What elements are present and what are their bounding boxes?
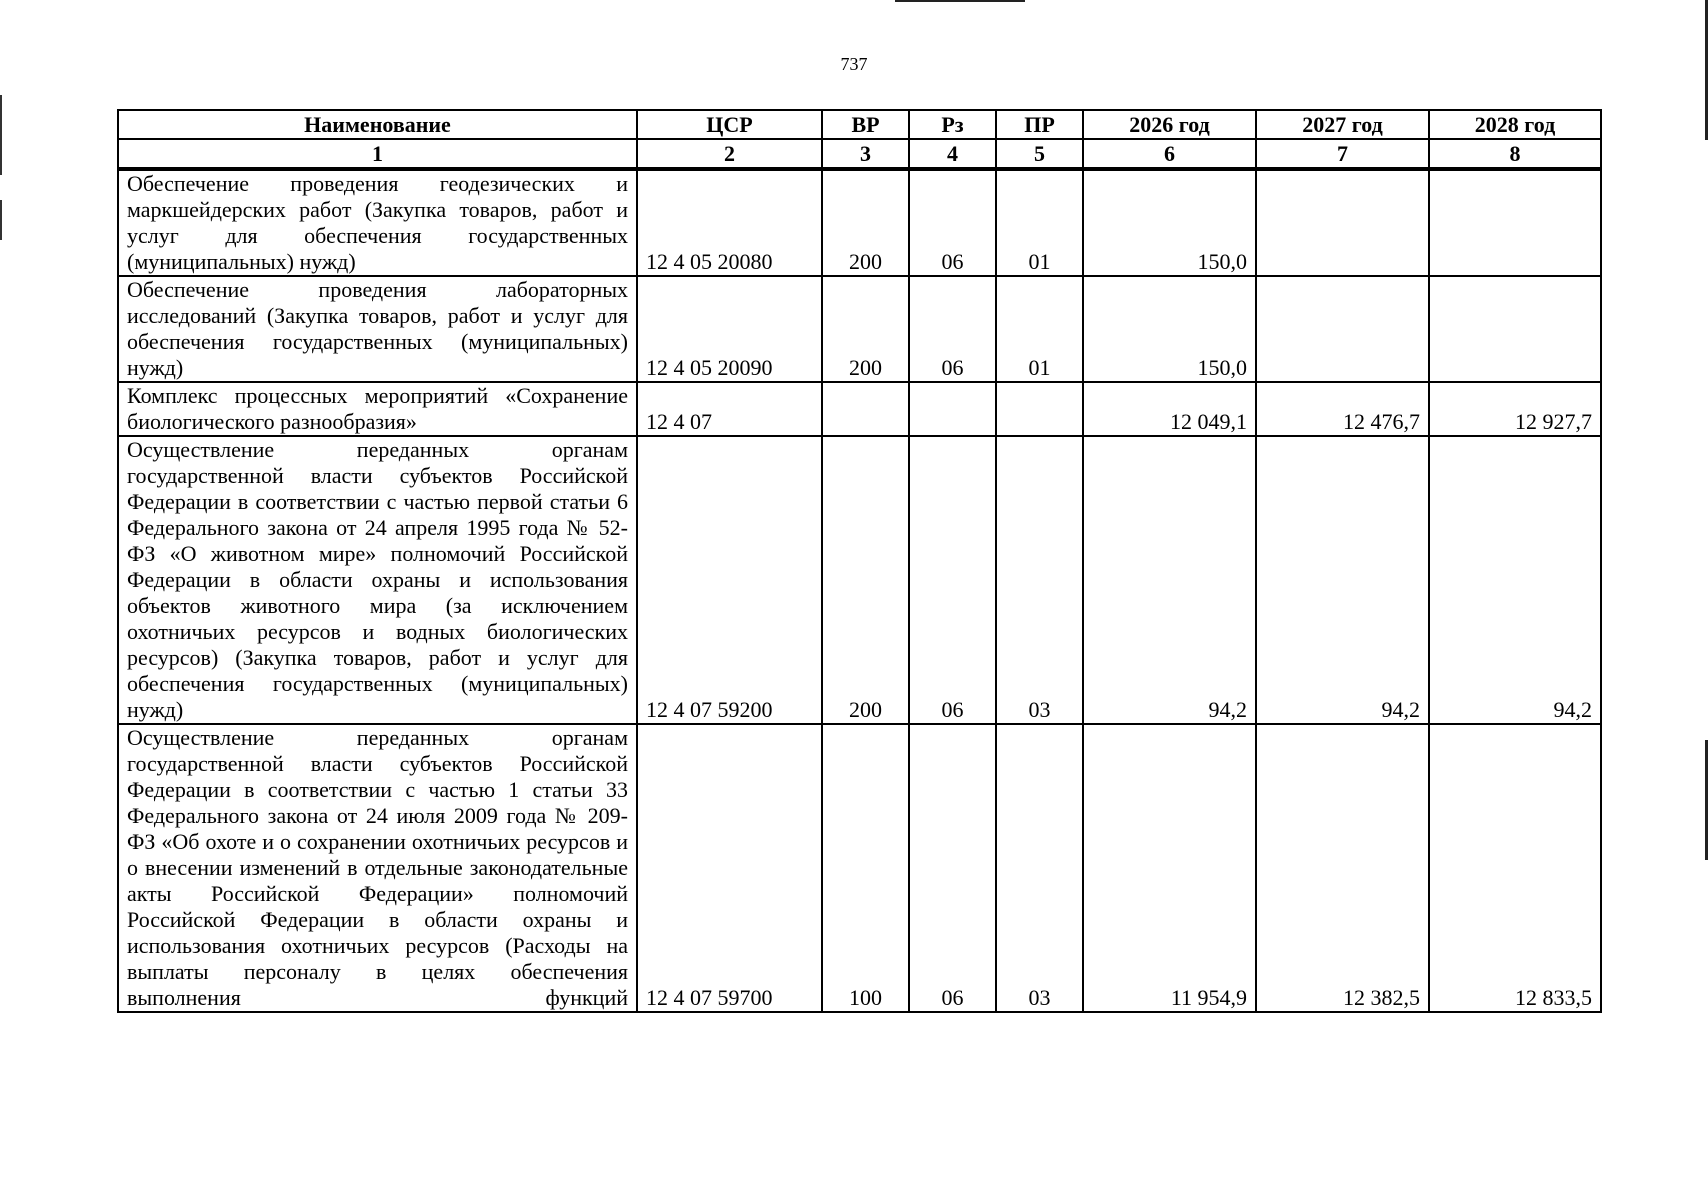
row-csr: 12 4 05 20090 [637,276,822,382]
column-number: 6 [1083,139,1256,169]
row-2027 [1256,169,1429,276]
column-number: 7 [1256,139,1429,169]
header-pr: ПР [996,110,1083,139]
top-rule [895,0,1025,2]
row-pr: 01 [996,169,1083,276]
header-row [118,110,1601,139]
row-csr: 12 4 07 59700 [637,724,822,1012]
row-2026: 11 954,9 [1083,724,1256,1012]
row-2028: 94,2 [1429,436,1601,724]
row-csr: 12 4 07 [637,382,822,436]
row-rz: 06 [909,276,996,382]
row-pr: 03 [996,436,1083,724]
row-2026: 94,2 [1083,436,1256,724]
header-rz: Рз [909,110,996,139]
row-name: Осуществление переданных органам государственной власти субъектов Российской Федерации в соответствии с частью первой статьи 6 Федерального закона от 24 апреля 1995 года № 52-ФЗ «О животном мире» полномочий Российской Федерации в области охраны и использования объектов животного мира (за исключением охотничьих ресурсов и водных биологических ресурсов) (Закупка товаров, работ и услуг для обеспечения государственных (муниципальных) нужд) [118,436,637,724]
budget-table [117,109,1602,1013]
column-number: 4 [909,139,996,169]
row-pr: 01 [996,276,1083,382]
table-row [118,724,1601,1012]
header-2027: 2027 год [1256,110,1429,139]
row-2028 [1429,276,1601,382]
column-number: 1 [118,139,637,169]
row-2026: 12 049,1 [1083,382,1256,436]
row-vr [822,382,909,436]
table-body [118,169,1601,1012]
table-row [118,169,1601,276]
row-2027 [1256,276,1429,382]
left-margin-mark [0,95,2,175]
row-2028: 12 927,7 [1429,382,1601,436]
row-csr: 12 4 05 20080 [637,169,822,276]
column-number: 3 [822,139,909,169]
left-margin-mark [0,200,2,240]
row-2026: 150,0 [1083,276,1256,382]
row-vr: 100 [822,724,909,1012]
row-vr: 200 [822,436,909,724]
table-header [118,110,1601,169]
header-2026: 2026 год [1083,110,1256,139]
table-row [118,436,1601,724]
row-rz: 06 [909,169,996,276]
row-csr: 12 4 07 59200 [637,436,822,724]
row-pr: 03 [996,724,1083,1012]
column-number-row [118,139,1601,169]
row-vr: 200 [822,276,909,382]
row-2028 [1429,169,1601,276]
row-name: Обеспечение проведения лабораторных исследований (Закупка товаров, работ и услуг для обеспечения государственных (муниципальных) нужд) [118,276,637,382]
row-rz: 06 [909,724,996,1012]
row-vr: 200 [822,169,909,276]
header-csr: ЦСР [637,110,822,139]
row-name: Комплекс процессных мероприятий «Сохранение биологического разнообразия» [118,382,637,436]
row-rz: 06 [909,436,996,724]
column-number: 8 [1429,139,1601,169]
row-2027: 12 476,7 [1256,382,1429,436]
header-name: Наименование [118,110,637,139]
row-2028: 12 833,5 [1429,724,1601,1012]
row-2027: 94,2 [1256,436,1429,724]
row-name: Обеспечение проведения геодезических и маркшейдерских работ (Закупка товаров, работ и услуг для обеспечения государственных (муниципальных) нужд) [118,169,637,276]
header-2028: 2028 год [1429,110,1601,139]
column-number: 2 [637,139,822,169]
row-pr [996,382,1083,436]
row-rz [909,382,996,436]
table-row [118,382,1601,436]
page-number: 737 [840,54,868,74]
row-2026: 150,0 [1083,169,1256,276]
column-number: 5 [996,139,1083,169]
row-2027: 12 382,5 [1256,724,1429,1012]
row-name: Осуществление переданных органам государственной власти субъектов Российской Федерации в соответствии с частью 1 статьи 33 Федерального закона от 24 июля 2009 года № 209-ФЗ «Об охоте и о сохранении охотничьих ресурсов и о внесении изменений в отдельные законодательные акты Российской Федерации» полномочий Российской Федерации в области охраны и использования охотничьих ресурсов (Расходы на выплаты персоналу в целях обеспечения выполнения функций [118,724,637,1012]
table-row [118,276,1601,382]
header-vr: ВР [822,110,909,139]
